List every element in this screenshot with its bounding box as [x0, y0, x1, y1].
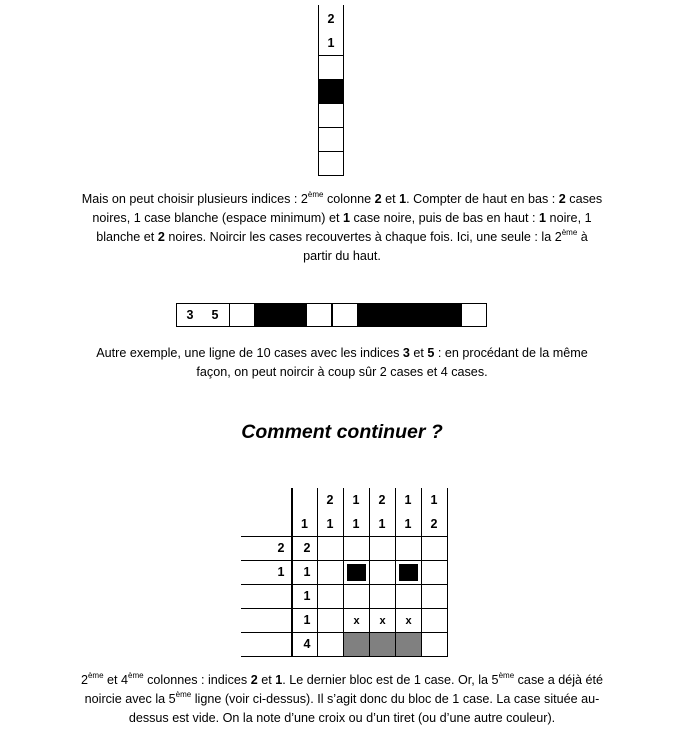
grid-cell: [421, 608, 448, 633]
column-clue-number: 2: [326, 493, 334, 507]
paragraph-2-line-2: façon, on peut noircir à coup sûr 2 cases et 4 cases.: [196, 365, 488, 379]
column-clue-number: 1: [404, 493, 412, 507]
row-cell: [306, 303, 332, 327]
grid-cell: [421, 560, 448, 585]
column-clue-top: 2: [327, 12, 335, 26]
cross-cell: x: [369, 608, 396, 633]
column-clue-separator: [447, 488, 448, 536]
column-clue-number: 1: [326, 517, 334, 531]
row-clue-number: 4: [303, 637, 311, 651]
grid-cell: [343, 536, 370, 561]
cross-cell: x: [395, 608, 422, 633]
column-clue-number: 2: [430, 517, 438, 531]
column-clue-number: 1: [352, 517, 360, 531]
grid-cell: [395, 560, 422, 585]
row-clue-number: 1: [303, 589, 311, 603]
grid-cell: [395, 584, 422, 609]
row-clue-number: 2: [303, 541, 311, 555]
paragraph-3: [0, 671, 684, 728]
column-cell: [318, 55, 344, 80]
column-clue-number: 1: [378, 517, 386, 531]
grid-cell: [421, 632, 448, 657]
grid-cell: [343, 560, 370, 585]
column-clue-number: 1: [430, 493, 438, 507]
column-clue-number: 1: [301, 517, 308, 531]
row-cell: [255, 303, 281, 327]
column-clue-number: 1: [404, 517, 412, 531]
grid-cell: [317, 584, 344, 609]
grid-cell: [369, 560, 396, 585]
grid-cell: [395, 536, 422, 561]
column-cell: [318, 151, 344, 176]
paragraph-3-line-1: 2ème et 4ème colonnes : indices 2 et 1. Le dernier bloc est de 1 case. Or, la 5ème case a déjà été: [80, 671, 604, 687]
grid-cell: [369, 584, 396, 609]
grid-cell: [395, 632, 422, 657]
paragraph-1-line-1: Mais on peut choisir plusieurs indices : 2ème colonne 2 et 1. Compter de haut en bas : 2 cases: [81, 190, 603, 206]
row-clue-first: 3: [186, 308, 194, 322]
row-cell: [384, 303, 410, 327]
cross-cell: x: [343, 608, 370, 633]
row-cell: [435, 303, 461, 327]
column-cell: [318, 79, 344, 104]
grid-cell: [317, 536, 344, 561]
column-clue-number: 2: [378, 493, 386, 507]
paragraph-2: [0, 344, 684, 382]
row-cell: [358, 303, 384, 327]
row-clue-number: 1: [303, 565, 311, 579]
row-clue-number: 1: [277, 565, 285, 579]
grid-cell: [369, 632, 396, 657]
column-cell: [318, 127, 344, 152]
paragraph-1: [0, 190, 684, 266]
row-cell: [281, 303, 307, 327]
row-clue-separator: [241, 656, 317, 657]
column-clue-border-left: [318, 5, 319, 55]
grid-cell: [369, 536, 396, 561]
paragraph-3-line-2: noircie avec la 5ème ligne (voir ci-dessus). Il s’agit donc du bloc de 1 case. La case située au-: [84, 690, 600, 706]
row-cell: [410, 303, 436, 327]
grid-cell: [421, 584, 448, 609]
column-cell: [318, 103, 344, 128]
column-clue-bottom: 1: [327, 36, 335, 50]
grid-cell: [317, 608, 344, 633]
row-clue-second: 5: [211, 308, 219, 322]
paragraph-1-line-4: partir du haut.: [303, 249, 381, 263]
paragraph-3-line-3: dessus est vide. On la note d’une croix ou d’un tiret (ou d’une autre couleur).: [128, 711, 556, 725]
row-clue-number: 2: [277, 541, 285, 555]
grid-cell: [317, 560, 344, 585]
grid-cell: [421, 536, 448, 561]
row-cell: [461, 303, 487, 327]
grid-cell: [343, 632, 370, 657]
grid-cell: [317, 632, 344, 657]
grid-cell: [343, 584, 370, 609]
row-cell: [332, 303, 358, 327]
row-clue-number: 1: [303, 613, 311, 627]
paragraph-1-line-3: blanche et 2 noires. Noircir les cases recouvertes à chaque fois. Ici, une seule : la 2ème à: [96, 228, 588, 244]
section-heading: Comment continuer ?: [241, 421, 443, 443]
paragraph-2-line-1: Autre exemple, une ligne de 10 cases avec les indices 3 et 5 : en procédant de la même: [96, 346, 588, 360]
column-clue-number: 1: [352, 493, 360, 507]
row-cell: [229, 303, 255, 327]
column-clue-border-right: [343, 5, 344, 55]
paragraph-1-line-2: noires, 1 case blanche (espace minimum) et 1 case noire, puis de bas en haut : 1 noire, 1: [92, 211, 592, 225]
